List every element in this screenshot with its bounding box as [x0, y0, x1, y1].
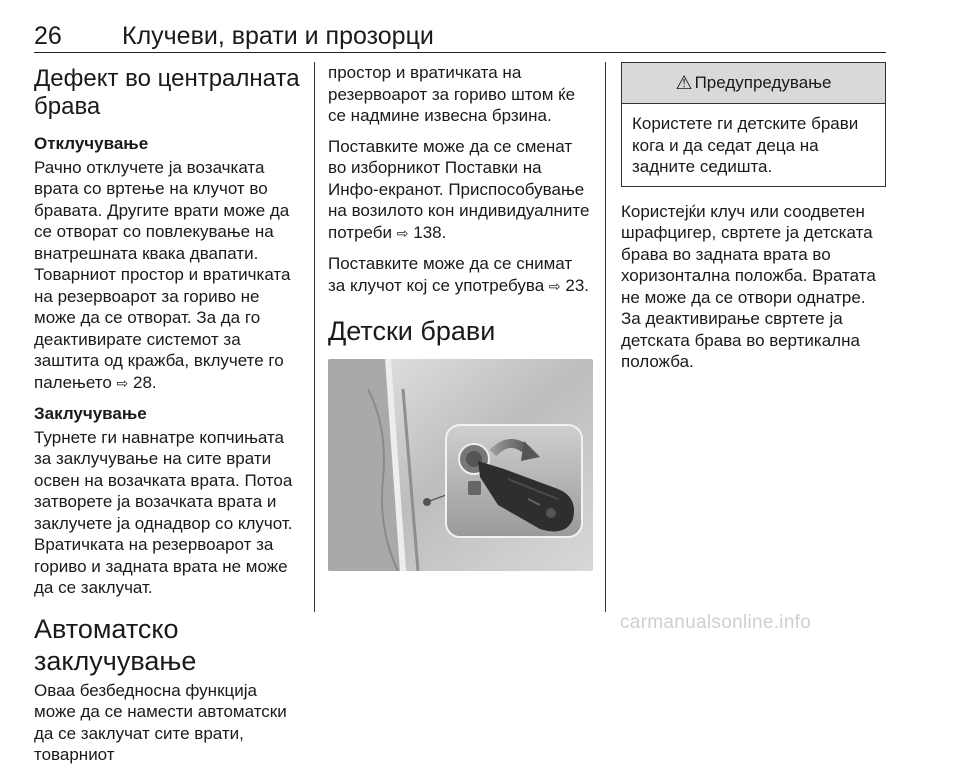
unlock-section [34, 133, 302, 394]
settings-key-text: Поставките може да се снимат за клучот кој се употребува ⇨ 23. [328, 254, 590, 295]
page-header [34, 22, 886, 53]
warning-header [622, 63, 885, 104]
unlock-heading: Отклучување [34, 134, 149, 153]
lock-text: Турнете ги навнатре копчињата за заклучување на сите врати освен на возачката врата. Потоа затворете ја возачката врата и заклучете ја однадвор со клучот. Вратичката на резервоарот за гориво и задната врата не може да се заклучат. [34, 427, 293, 597]
reference-arrow-icon: ⇨ [396, 224, 409, 241]
watermark: carmanualsonline.info [620, 612, 812, 633]
warning-triangle-icon: ⚠ [675, 72, 693, 94]
child-locks-title: Детски брави [328, 316, 496, 346]
child-lock-illustration [328, 359, 593, 571]
chapter-title: Клучеви, врати и прозорци [122, 22, 434, 50]
page-reference[interactable]: 138. [413, 222, 447, 242]
warning-title: Предупредување [694, 73, 832, 92]
column-divider [605, 62, 606, 612]
reference-arrow-icon: ⇨ [548, 277, 561, 294]
child-lock-instructions: Користејќи клуч или соодветен шрафцигер, свртете ја детската брава во задната врата во хоризонтална положба. Вратата не може да се отвори однатре. За деактивирање свртете ја детската брава во вертикална положба. [621, 201, 876, 371]
column-divider [314, 62, 315, 612]
auto-lock-title: Автоматско заклучување [34, 613, 197, 676]
left-column [34, 62, 302, 775]
lock-section [34, 403, 302, 599]
section-title-central-lock-failure: Дефект во централната брава [34, 65, 300, 120]
reference-arrow-icon: ⇨ [116, 374, 129, 391]
right-column [621, 62, 887, 382]
page-reference[interactable]: 28. [133, 372, 157, 392]
auto-lock-text: Оваа безбедносна функција може да се намести автоматски да се заклучат сите врати, товарниот [34, 680, 287, 764]
warning-box [621, 62, 886, 187]
settings-text: Поставките може да се сменат во изборникот Поставки на Инфо-екранот. Приспособување на возилото кон индивидуалните потреби ⇨ 138. [328, 136, 590, 242]
unlock-text: Рачно отклучете ја возачката врата со вртење на клучот во бравата. Другите врати може да се отворат со повлекување на внатрешната квака двапати. Товарниот простор и вратичката на резервоарот за гориво не може да се отворат. За да го деактивирате системот за заштита од кражба, вклучете го палењето ⇨ 28. [34, 157, 291, 392]
auto-lock-text-cont: простор и вратичката на резервоарот за гориво штом ќе се надмине извесна брзина. [328, 63, 576, 125]
middle-column [328, 62, 593, 571]
lock-heading: Заклучување [34, 404, 147, 423]
page-reference[interactable]: 23. [565, 275, 590, 295]
page-number: 26 [34, 22, 62, 50]
warning-text: Користете ги детските брави кога и да седат деца на задните седишта. [632, 114, 859, 176]
